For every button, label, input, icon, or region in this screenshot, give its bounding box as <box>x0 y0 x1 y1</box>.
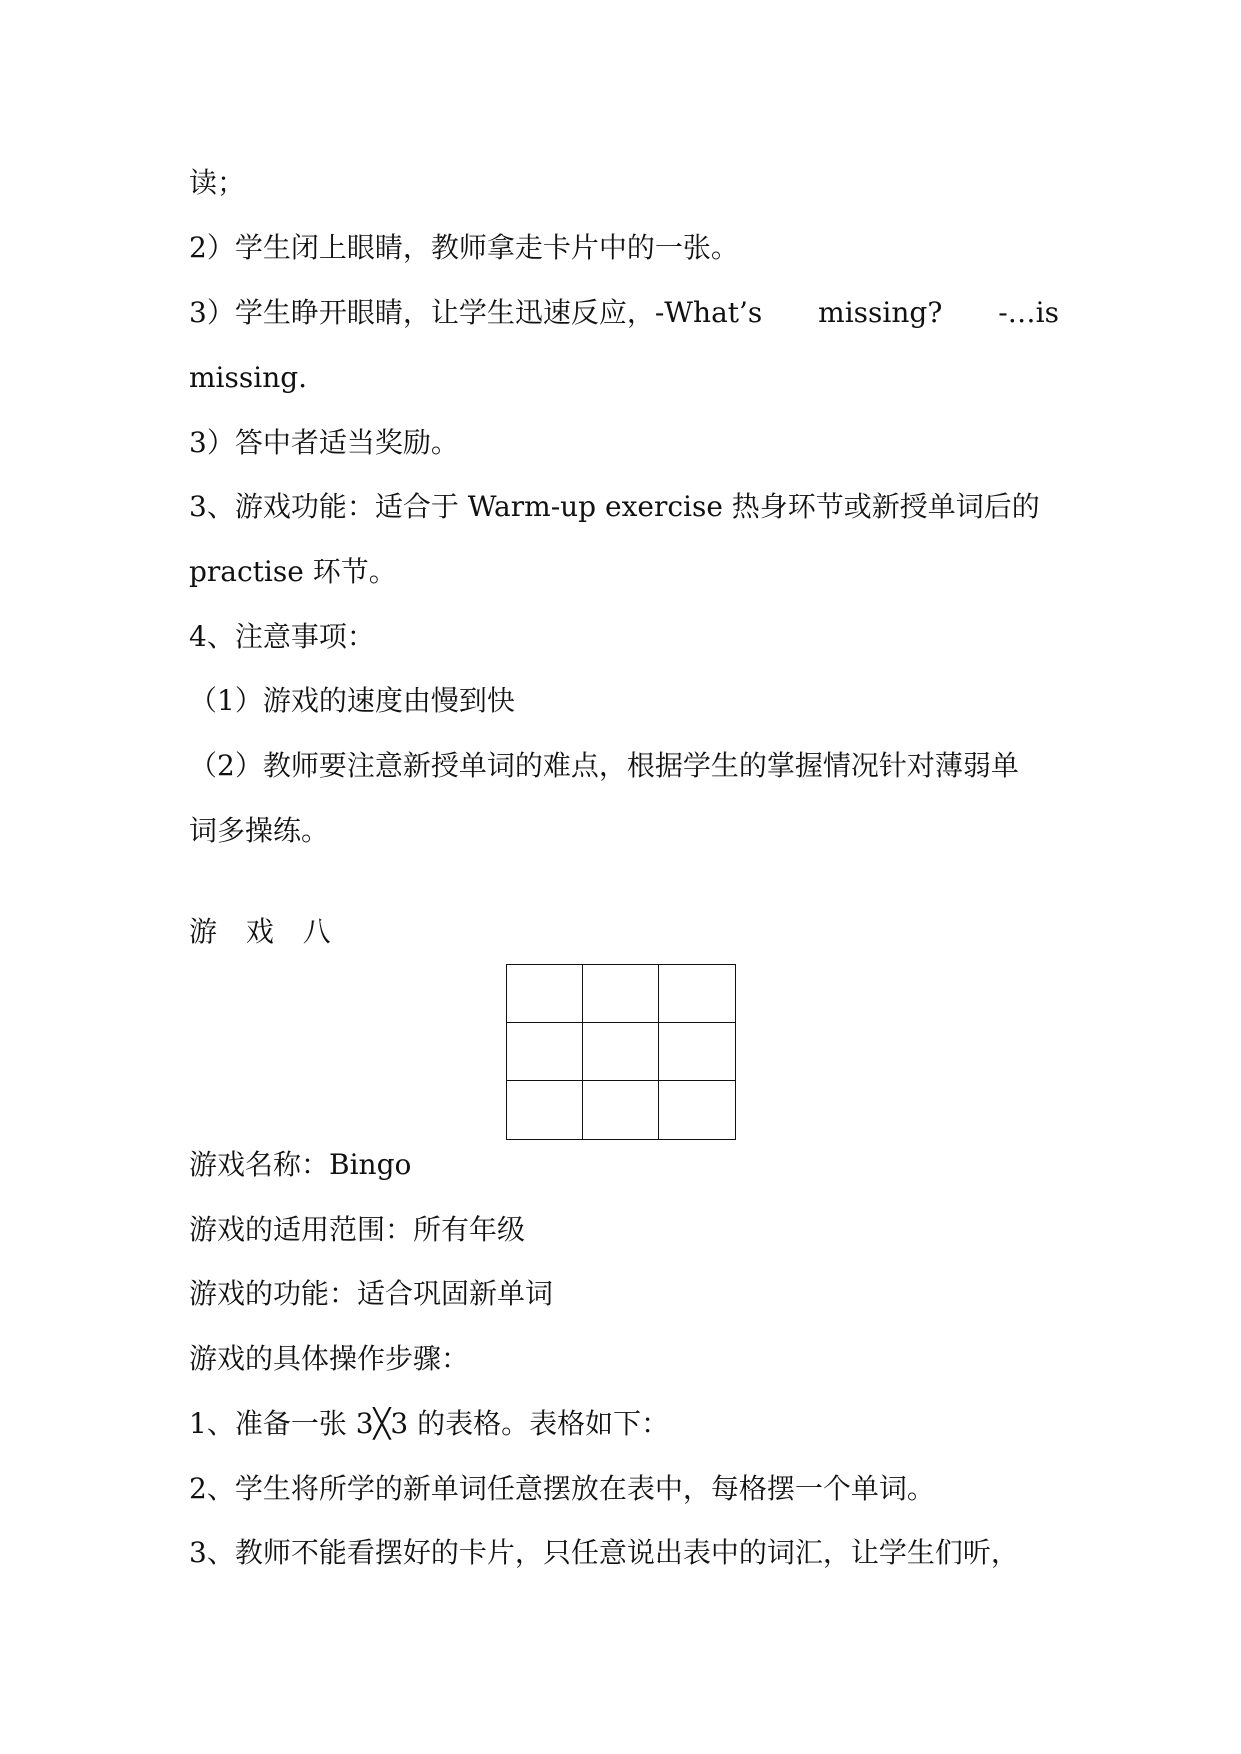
text-line: 1、准备一张 3╳3 的表格。表格如下： <box>189 1407 670 1440</box>
text-line: 游戏的功能：适合巩固新单词 <box>189 1277 554 1310</box>
text-line: 4、注意事项： <box>189 620 375 653</box>
text-segment: -…is <box>998 296 1059 329</box>
text-line-justified <box>189 293 1059 333</box>
text-line: 3、游戏功能：适合于 Warm-up exercise 热身环节或新授单词后的 <box>189 490 1040 523</box>
text-line: 2、学生将所学的新单词任意摆放在表中，每格摆一个单词。 <box>189 1472 935 1505</box>
text-line: 2）学生闭上眼睛，教师拿走卡片中的一张。 <box>189 231 739 264</box>
grid-cell <box>507 965 583 1023</box>
text-line: （1）游戏的速度由慢到快 <box>189 684 515 717</box>
text-line: 3）答中者适当奖励。 <box>189 426 459 459</box>
text-segment: 3）学生睁开眼睛，让学生迅速反应，-What’s <box>189 296 763 329</box>
grid-cell <box>659 1023 735 1081</box>
text-line: （2）教师要注意新授单词的难点，根据学生的掌握情况针对薄弱单 <box>189 749 1019 782</box>
text-segment: missing? <box>818 296 943 329</box>
text-line: missing. <box>189 361 308 394</box>
text-line: 游戏的适用范围：所有年级 <box>189 1213 526 1246</box>
grid-cell <box>583 965 659 1023</box>
text-line: practise 环节。 <box>189 555 397 588</box>
text-line: 读； <box>189 166 246 199</box>
text-line: 游戏的具体操作步骤： <box>189 1342 470 1375</box>
text-line: 游戏名称：Bingo <box>189 1148 412 1181</box>
text-line: 3、教师不能看摆好的卡片，只任意说出表中的词汇，让学生们听， <box>189 1536 1019 1569</box>
grid-cell <box>659 965 735 1023</box>
grid-cell <box>507 1081 583 1139</box>
section-heading: 游 戏 八 <box>189 915 341 948</box>
bingo-grid <box>506 964 736 1140</box>
grid-cell <box>583 1081 659 1139</box>
grid-cell <box>507 1023 583 1081</box>
grid-cell <box>583 1023 659 1081</box>
grid-cell <box>659 1081 735 1139</box>
text-line: 词多操练。 <box>189 814 330 847</box>
